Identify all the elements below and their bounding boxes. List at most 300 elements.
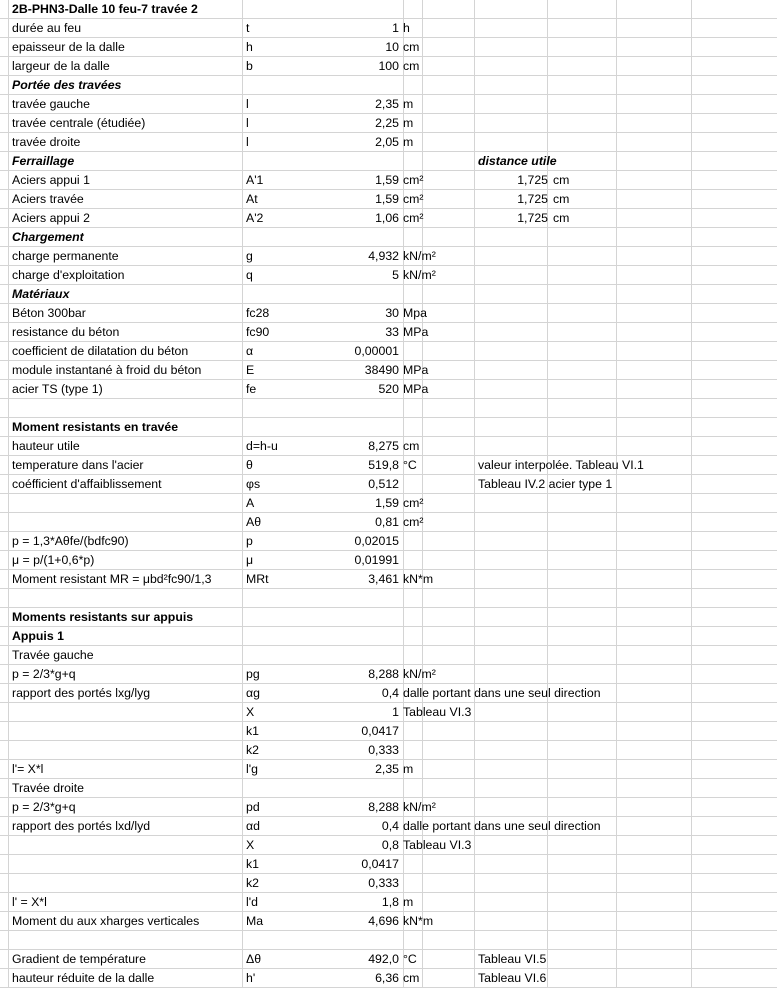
sheet-cell[interactable] bbox=[548, 969, 617, 987]
sheet-row[interactable] bbox=[0, 152, 777, 171]
sheet-row[interactable] bbox=[0, 304, 777, 323]
sheet-row[interactable] bbox=[0, 266, 777, 285]
sheet-cell[interactable] bbox=[548, 437, 617, 455]
sheet-row[interactable] bbox=[0, 874, 777, 893]
sheet-cell[interactable] bbox=[475, 912, 548, 930]
sheet-cell[interactable] bbox=[617, 532, 692, 550]
sheet-cell[interactable] bbox=[423, 874, 475, 892]
sheet-cell[interactable] bbox=[617, 494, 692, 512]
sheet-cell[interactable] bbox=[548, 893, 617, 911]
sheet-cell[interactable] bbox=[243, 931, 404, 949]
sheet-cell[interactable] bbox=[423, 304, 475, 322]
sheet-cell[interactable] bbox=[548, 912, 617, 930]
sheet-cell[interactable] bbox=[423, 228, 475, 246]
sheet-cell[interactable] bbox=[692, 0, 777, 18]
sheet-cell[interactable] bbox=[617, 779, 692, 797]
sheet-cell[interactable] bbox=[475, 798, 548, 816]
sheet-cell[interactable] bbox=[9, 855, 243, 873]
sheet-cell[interactable] bbox=[423, 722, 475, 740]
sheet-cell[interactable] bbox=[692, 589, 777, 607]
sheet-cell[interactable] bbox=[404, 76, 423, 94]
sheet-cell[interactable] bbox=[692, 133, 777, 151]
sheet-cell[interactable] bbox=[617, 247, 692, 265]
sheet-row[interactable] bbox=[0, 551, 777, 570]
sheet-cell[interactable] bbox=[404, 532, 423, 550]
sheet-cell[interactable] bbox=[548, 950, 617, 968]
sheet-cell[interactable] bbox=[475, 779, 548, 797]
sheet-cell[interactable] bbox=[617, 399, 692, 417]
sheet-row[interactable] bbox=[0, 570, 777, 589]
sheet-cell[interactable] bbox=[423, 76, 475, 94]
sheet-cell[interactable] bbox=[404, 874, 423, 892]
sheet-cell[interactable] bbox=[423, 931, 475, 949]
sheet-cell[interactable] bbox=[243, 152, 404, 170]
sheet-cell[interactable] bbox=[423, 456, 475, 474]
sheet-row[interactable] bbox=[0, 760, 777, 779]
sheet-cell[interactable] bbox=[548, 399, 617, 417]
sheet-cell[interactable] bbox=[404, 342, 423, 360]
sheet-cell[interactable] bbox=[548, 38, 617, 56]
sheet-row[interactable] bbox=[0, 456, 777, 475]
sheet-cell[interactable] bbox=[9, 494, 243, 512]
sheet-cell[interactable] bbox=[243, 285, 404, 303]
sheet-cell[interactable] bbox=[617, 646, 692, 664]
sheet-row[interactable] bbox=[0, 779, 777, 798]
sheet-cell[interactable] bbox=[475, 741, 548, 759]
sheet-cell[interactable] bbox=[423, 437, 475, 455]
sheet-cell[interactable] bbox=[617, 798, 692, 816]
sheet-row[interactable] bbox=[0, 437, 777, 456]
sheet-cell[interactable] bbox=[423, 57, 475, 75]
sheet-cell[interactable] bbox=[692, 114, 777, 132]
sheet-cell[interactable] bbox=[475, 931, 548, 949]
sheet-cell[interactable] bbox=[423, 361, 475, 379]
sheet-cell[interactable] bbox=[617, 703, 692, 721]
sheet-cell[interactable] bbox=[548, 627, 617, 645]
sheet-cell[interactable] bbox=[692, 475, 777, 493]
sheet-row[interactable] bbox=[0, 722, 777, 741]
sheet-cell[interactable] bbox=[475, 133, 548, 151]
sheet-cell[interactable] bbox=[617, 589, 692, 607]
sheet-cell[interactable] bbox=[475, 76, 548, 94]
sheet-cell[interactable] bbox=[692, 304, 777, 322]
sheet-cell[interactable] bbox=[404, 741, 423, 759]
sheet-cell[interactable] bbox=[548, 133, 617, 151]
sheet-cell[interactable] bbox=[243, 228, 404, 246]
sheet-cell[interactable] bbox=[548, 608, 617, 626]
sheet-cell[interactable] bbox=[692, 190, 777, 208]
sheet-cell[interactable] bbox=[475, 38, 548, 56]
sheet-cell[interactable] bbox=[475, 57, 548, 75]
sheet-cell[interactable] bbox=[692, 779, 777, 797]
sheet-cell[interactable] bbox=[548, 342, 617, 360]
sheet-cell[interactable] bbox=[617, 893, 692, 911]
sheet-cell[interactable] bbox=[475, 247, 548, 265]
sheet-cell[interactable] bbox=[692, 665, 777, 683]
sheet-cell[interactable] bbox=[548, 323, 617, 341]
sheet-cell[interactable] bbox=[617, 969, 692, 987]
sheet-cell[interactable] bbox=[475, 532, 548, 550]
sheet-row[interactable] bbox=[0, 342, 777, 361]
sheet-cell[interactable] bbox=[243, 779, 404, 797]
sheet-cell[interactable] bbox=[548, 361, 617, 379]
sheet-cell[interactable] bbox=[548, 228, 617, 246]
sheet-row[interactable] bbox=[0, 57, 777, 76]
sheet-cell[interactable] bbox=[692, 247, 777, 265]
sheet-cell[interactable] bbox=[475, 361, 548, 379]
sheet-cell[interactable] bbox=[617, 133, 692, 151]
sheet-cell[interactable] bbox=[404, 228, 423, 246]
sheet-cell[interactable] bbox=[692, 57, 777, 75]
sheet-cell[interactable] bbox=[617, 665, 692, 683]
sheet-cell[interactable] bbox=[617, 285, 692, 303]
sheet-cell[interactable] bbox=[9, 760, 243, 778]
sheet-cell[interactable] bbox=[617, 437, 692, 455]
sheet-cell[interactable] bbox=[404, 855, 423, 873]
sheet-cell[interactable] bbox=[692, 646, 777, 664]
sheet-cell[interactable] bbox=[692, 361, 777, 379]
sheet-cell[interactable] bbox=[243, 19, 404, 37]
sheet-cell[interactable] bbox=[243, 646, 404, 664]
sheet-cell[interactable] bbox=[692, 950, 777, 968]
sheet-cell[interactable] bbox=[548, 247, 617, 265]
sheet-cell[interactable] bbox=[692, 228, 777, 246]
sheet-cell[interactable] bbox=[475, 855, 548, 873]
sheet-cell[interactable] bbox=[243, 627, 404, 645]
sheet-cell[interactable] bbox=[404, 418, 423, 436]
sheet-cell[interactable] bbox=[548, 76, 617, 94]
sheet-row[interactable] bbox=[0, 209, 777, 228]
sheet-row[interactable] bbox=[0, 190, 777, 209]
sheet-row[interactable] bbox=[0, 76, 777, 95]
sheet-cell[interactable] bbox=[423, 190, 475, 208]
sheet-cell[interactable] bbox=[617, 57, 692, 75]
sheet-cell[interactable] bbox=[475, 665, 548, 683]
sheet-cell[interactable] bbox=[9, 722, 243, 740]
sheet-cell[interactable] bbox=[475, 836, 548, 854]
sheet-cell[interactable] bbox=[617, 950, 692, 968]
sheet-row[interactable] bbox=[0, 228, 777, 247]
sheet-cell[interactable] bbox=[475, 0, 548, 18]
sheet-cell[interactable] bbox=[692, 551, 777, 569]
sheet-cell[interactable] bbox=[404, 152, 423, 170]
sheet-cell[interactable] bbox=[423, 589, 475, 607]
sheet-cell[interactable] bbox=[548, 551, 617, 569]
sheet-cell[interactable] bbox=[404, 0, 423, 18]
sheet-cell[interactable] bbox=[423, 532, 475, 550]
sheet-cell[interactable] bbox=[423, 323, 475, 341]
sheet-cell[interactable] bbox=[475, 551, 548, 569]
sheet-cell[interactable] bbox=[548, 304, 617, 322]
sheet-cell[interactable] bbox=[617, 741, 692, 759]
sheet-cell[interactable] bbox=[692, 893, 777, 911]
sheet-cell[interactable] bbox=[404, 285, 423, 303]
sheet-cell[interactable] bbox=[475, 703, 548, 721]
sheet-row[interactable] bbox=[0, 532, 777, 551]
sheet-cell[interactable] bbox=[9, 931, 243, 949]
sheet-cell[interactable] bbox=[692, 513, 777, 531]
sheet-cell[interactable] bbox=[475, 874, 548, 892]
sheet-cell[interactable] bbox=[423, 152, 475, 170]
sheet-cell[interactable] bbox=[617, 323, 692, 341]
sheet-cell[interactable] bbox=[692, 874, 777, 892]
sheet-cell[interactable] bbox=[692, 76, 777, 94]
sheet-cell[interactable] bbox=[617, 817, 692, 835]
sheet-cell[interactable] bbox=[692, 969, 777, 987]
sheet-cell[interactable] bbox=[548, 285, 617, 303]
sheet-cell[interactable] bbox=[423, 779, 475, 797]
sheet-cell[interactable] bbox=[617, 760, 692, 778]
sheet-row[interactable] bbox=[0, 684, 777, 703]
sheet-cell[interactable] bbox=[475, 228, 548, 246]
sheet-row[interactable] bbox=[0, 38, 777, 57]
sheet-cell[interactable] bbox=[617, 874, 692, 892]
sheet-cell[interactable] bbox=[475, 646, 548, 664]
sheet-cell[interactable] bbox=[475, 570, 548, 588]
sheet-cell[interactable] bbox=[692, 627, 777, 645]
sheet-cell[interactable] bbox=[423, 608, 475, 626]
sheet-cell[interactable] bbox=[617, 684, 692, 702]
sheet-cell[interactable] bbox=[243, 418, 404, 436]
sheet-cell[interactable] bbox=[243, 893, 404, 911]
sheet-cell[interactable] bbox=[423, 855, 475, 873]
sheet-row[interactable] bbox=[0, 969, 777, 988]
sheet-cell[interactable] bbox=[475, 418, 548, 436]
sheet-row[interactable] bbox=[0, 0, 777, 19]
sheet-cell[interactable] bbox=[548, 494, 617, 512]
sheet-cell[interactable] bbox=[692, 209, 777, 227]
sheet-row[interactable] bbox=[0, 114, 777, 133]
sheet-cell[interactable] bbox=[9, 589, 243, 607]
sheet-cell[interactable] bbox=[9, 513, 243, 531]
sheet-cell[interactable] bbox=[548, 570, 617, 588]
sheet-cell[interactable] bbox=[9, 741, 243, 759]
sheet-cell[interactable] bbox=[475, 19, 548, 37]
sheet-cell[interactable] bbox=[9, 703, 243, 721]
sheet-row[interactable] bbox=[0, 627, 777, 646]
sheet-cell[interactable] bbox=[243, 817, 404, 835]
sheet-cell[interactable] bbox=[475, 399, 548, 417]
sheet-cell[interactable] bbox=[548, 779, 617, 797]
sheet-cell[interactable] bbox=[243, 0, 404, 18]
sheet-cell[interactable] bbox=[617, 551, 692, 569]
sheet-cell[interactable] bbox=[548, 741, 617, 759]
sheet-cell[interactable] bbox=[692, 836, 777, 854]
sheet-cell[interactable] bbox=[548, 19, 617, 37]
sheet-cell[interactable] bbox=[423, 760, 475, 778]
sheet-cell[interactable] bbox=[692, 342, 777, 360]
sheet-row[interactable] bbox=[0, 133, 777, 152]
sheet-cell[interactable] bbox=[423, 114, 475, 132]
sheet-row[interactable] bbox=[0, 703, 777, 722]
sheet-cell[interactable] bbox=[404, 627, 423, 645]
sheet-cell[interactable] bbox=[692, 817, 777, 835]
sheet-cell[interactable] bbox=[692, 855, 777, 873]
sheet-cell[interactable] bbox=[617, 836, 692, 854]
sheet-row[interactable] bbox=[0, 893, 777, 912]
sheet-cell[interactable] bbox=[404, 608, 423, 626]
sheet-cell[interactable] bbox=[548, 513, 617, 531]
sheet-cell[interactable] bbox=[423, 38, 475, 56]
sheet-cell[interactable] bbox=[475, 722, 548, 740]
sheet-row[interactable] bbox=[0, 247, 777, 266]
sheet-cell[interactable] bbox=[423, 342, 475, 360]
sheet-cell[interactable] bbox=[404, 475, 423, 493]
sheet-cell[interactable] bbox=[423, 380, 475, 398]
sheet-cell[interactable] bbox=[617, 380, 692, 398]
sheet-cell[interactable] bbox=[9, 399, 243, 417]
sheet-cell[interactable] bbox=[475, 380, 548, 398]
sheet-cell[interactable] bbox=[404, 646, 423, 664]
sheet-cell[interactable] bbox=[423, 646, 475, 664]
sheet-cell[interactable] bbox=[692, 532, 777, 550]
sheet-cell[interactable] bbox=[548, 589, 617, 607]
sheet-cell[interactable] bbox=[423, 950, 475, 968]
sheet-cell[interactable] bbox=[548, 855, 617, 873]
sheet-cell[interactable] bbox=[404, 722, 423, 740]
sheet-cell[interactable] bbox=[548, 931, 617, 949]
sheet-cell[interactable] bbox=[617, 190, 692, 208]
sheet-cell[interactable] bbox=[548, 798, 617, 816]
sheet-cell[interactable] bbox=[617, 912, 692, 930]
sheet-cell[interactable] bbox=[617, 475, 692, 493]
sheet-cell[interactable] bbox=[692, 798, 777, 816]
sheet-cell[interactable] bbox=[243, 266, 404, 284]
sheet-row[interactable] bbox=[0, 817, 777, 836]
sheet-cell[interactable] bbox=[243, 684, 404, 702]
sheet-cell[interactable] bbox=[9, 836, 243, 854]
sheet-cell[interactable] bbox=[692, 418, 777, 436]
sheet-cell[interactable] bbox=[692, 456, 777, 474]
sheet-cell[interactable] bbox=[9, 874, 243, 892]
sheet-cell[interactable] bbox=[475, 304, 548, 322]
sheet-row[interactable] bbox=[0, 323, 777, 342]
sheet-cell[interactable] bbox=[475, 893, 548, 911]
sheet-row[interactable] bbox=[0, 475, 777, 494]
sheet-row[interactable] bbox=[0, 646, 777, 665]
sheet-row[interactable] bbox=[0, 418, 777, 437]
sheet-cell[interactable] bbox=[692, 703, 777, 721]
sheet-cell[interactable] bbox=[404, 399, 423, 417]
sheet-cell[interactable] bbox=[475, 608, 548, 626]
sheet-row[interactable] bbox=[0, 589, 777, 608]
sheet-cell[interactable] bbox=[404, 931, 423, 949]
sheet-cell[interactable] bbox=[423, 893, 475, 911]
sheet-cell[interactable] bbox=[548, 836, 617, 854]
sheet-cell[interactable] bbox=[243, 76, 404, 94]
sheet-cell[interactable] bbox=[617, 266, 692, 284]
sheet-cell[interactable] bbox=[548, 722, 617, 740]
sheet-cell[interactable] bbox=[692, 285, 777, 303]
sheet-cell[interactable] bbox=[404, 779, 423, 797]
sheet-row[interactable] bbox=[0, 931, 777, 950]
sheet-cell[interactable] bbox=[423, 418, 475, 436]
sheet-cell[interactable] bbox=[423, 969, 475, 987]
sheet-cell[interactable] bbox=[243, 608, 404, 626]
sheet-row[interactable] bbox=[0, 380, 777, 399]
sheet-cell[interactable] bbox=[617, 342, 692, 360]
sheet-cell[interactable] bbox=[475, 627, 548, 645]
sheet-row[interactable] bbox=[0, 171, 777, 190]
sheet-cell[interactable] bbox=[423, 551, 475, 569]
sheet-cell[interactable] bbox=[423, 475, 475, 493]
sheet-row[interactable] bbox=[0, 912, 777, 931]
sheet-cell[interactable] bbox=[423, 741, 475, 759]
sheet-cell[interactable] bbox=[475, 494, 548, 512]
sheet-row[interactable] bbox=[0, 285, 777, 304]
sheet-cell[interactable] bbox=[692, 19, 777, 37]
sheet-cell[interactable] bbox=[475, 114, 548, 132]
sheet-cell[interactable] bbox=[548, 874, 617, 892]
sheet-row[interactable] bbox=[0, 361, 777, 380]
sheet-cell[interactable] bbox=[617, 931, 692, 949]
sheet-cell[interactable] bbox=[617, 38, 692, 56]
sheet-cell[interactable] bbox=[475, 323, 548, 341]
sheet-cell[interactable] bbox=[548, 646, 617, 664]
sheet-row[interactable] bbox=[0, 95, 777, 114]
sheet-cell[interactable] bbox=[548, 703, 617, 721]
sheet-cell[interactable] bbox=[423, 0, 475, 18]
sheet-cell[interactable] bbox=[617, 855, 692, 873]
sheet-cell[interactable] bbox=[692, 38, 777, 56]
sheet-cell[interactable] bbox=[475, 513, 548, 531]
sheet-cell[interactable] bbox=[548, 152, 617, 170]
sheet-cell[interactable] bbox=[548, 95, 617, 113]
sheet-cell[interactable] bbox=[617, 76, 692, 94]
sheet-cell[interactable] bbox=[617, 418, 692, 436]
sheet-row[interactable] bbox=[0, 741, 777, 760]
sheet-cell[interactable] bbox=[243, 399, 404, 417]
sheet-cell[interactable] bbox=[692, 608, 777, 626]
sheet-cell[interactable] bbox=[423, 171, 475, 189]
sheet-cell[interactable] bbox=[423, 494, 475, 512]
sheet-row[interactable] bbox=[0, 494, 777, 513]
sheet-row[interactable] bbox=[0, 836, 777, 855]
sheet-cell[interactable] bbox=[548, 665, 617, 683]
sheet-cell[interactable] bbox=[475, 760, 548, 778]
sheet-cell[interactable] bbox=[548, 266, 617, 284]
sheet-cell[interactable] bbox=[692, 323, 777, 341]
sheet-cell[interactable] bbox=[692, 570, 777, 588]
sheet-row[interactable] bbox=[0, 798, 777, 817]
sheet-row[interactable] bbox=[0, 19, 777, 38]
sheet-cell[interactable] bbox=[692, 437, 777, 455]
sheet-cell[interactable] bbox=[548, 114, 617, 132]
sheet-cell[interactable] bbox=[692, 171, 777, 189]
sheet-cell[interactable] bbox=[617, 152, 692, 170]
sheet-cell[interactable] bbox=[423, 513, 475, 531]
sheet-row[interactable] bbox=[0, 513, 777, 532]
sheet-cell[interactable] bbox=[617, 304, 692, 322]
sheet-cell[interactable] bbox=[548, 0, 617, 18]
sheet-cell[interactable] bbox=[423, 19, 475, 37]
sheet-cell[interactable] bbox=[692, 95, 777, 113]
sheet-cell[interactable] bbox=[617, 209, 692, 227]
sheet-cell[interactable] bbox=[617, 228, 692, 246]
sheet-cell[interactable] bbox=[423, 285, 475, 303]
sheet-cell[interactable] bbox=[548, 532, 617, 550]
sheet-cell[interactable] bbox=[617, 570, 692, 588]
sheet-cell[interactable] bbox=[475, 342, 548, 360]
sheet-cell[interactable] bbox=[692, 152, 777, 170]
sheet-cell[interactable] bbox=[423, 95, 475, 113]
sheet-row[interactable] bbox=[0, 399, 777, 418]
sheet-cell[interactable] bbox=[423, 209, 475, 227]
sheet-cell[interactable] bbox=[617, 19, 692, 37]
sheet-cell[interactable] bbox=[692, 741, 777, 759]
sheet-cell[interactable] bbox=[548, 380, 617, 398]
sheet-cell[interactable] bbox=[692, 266, 777, 284]
